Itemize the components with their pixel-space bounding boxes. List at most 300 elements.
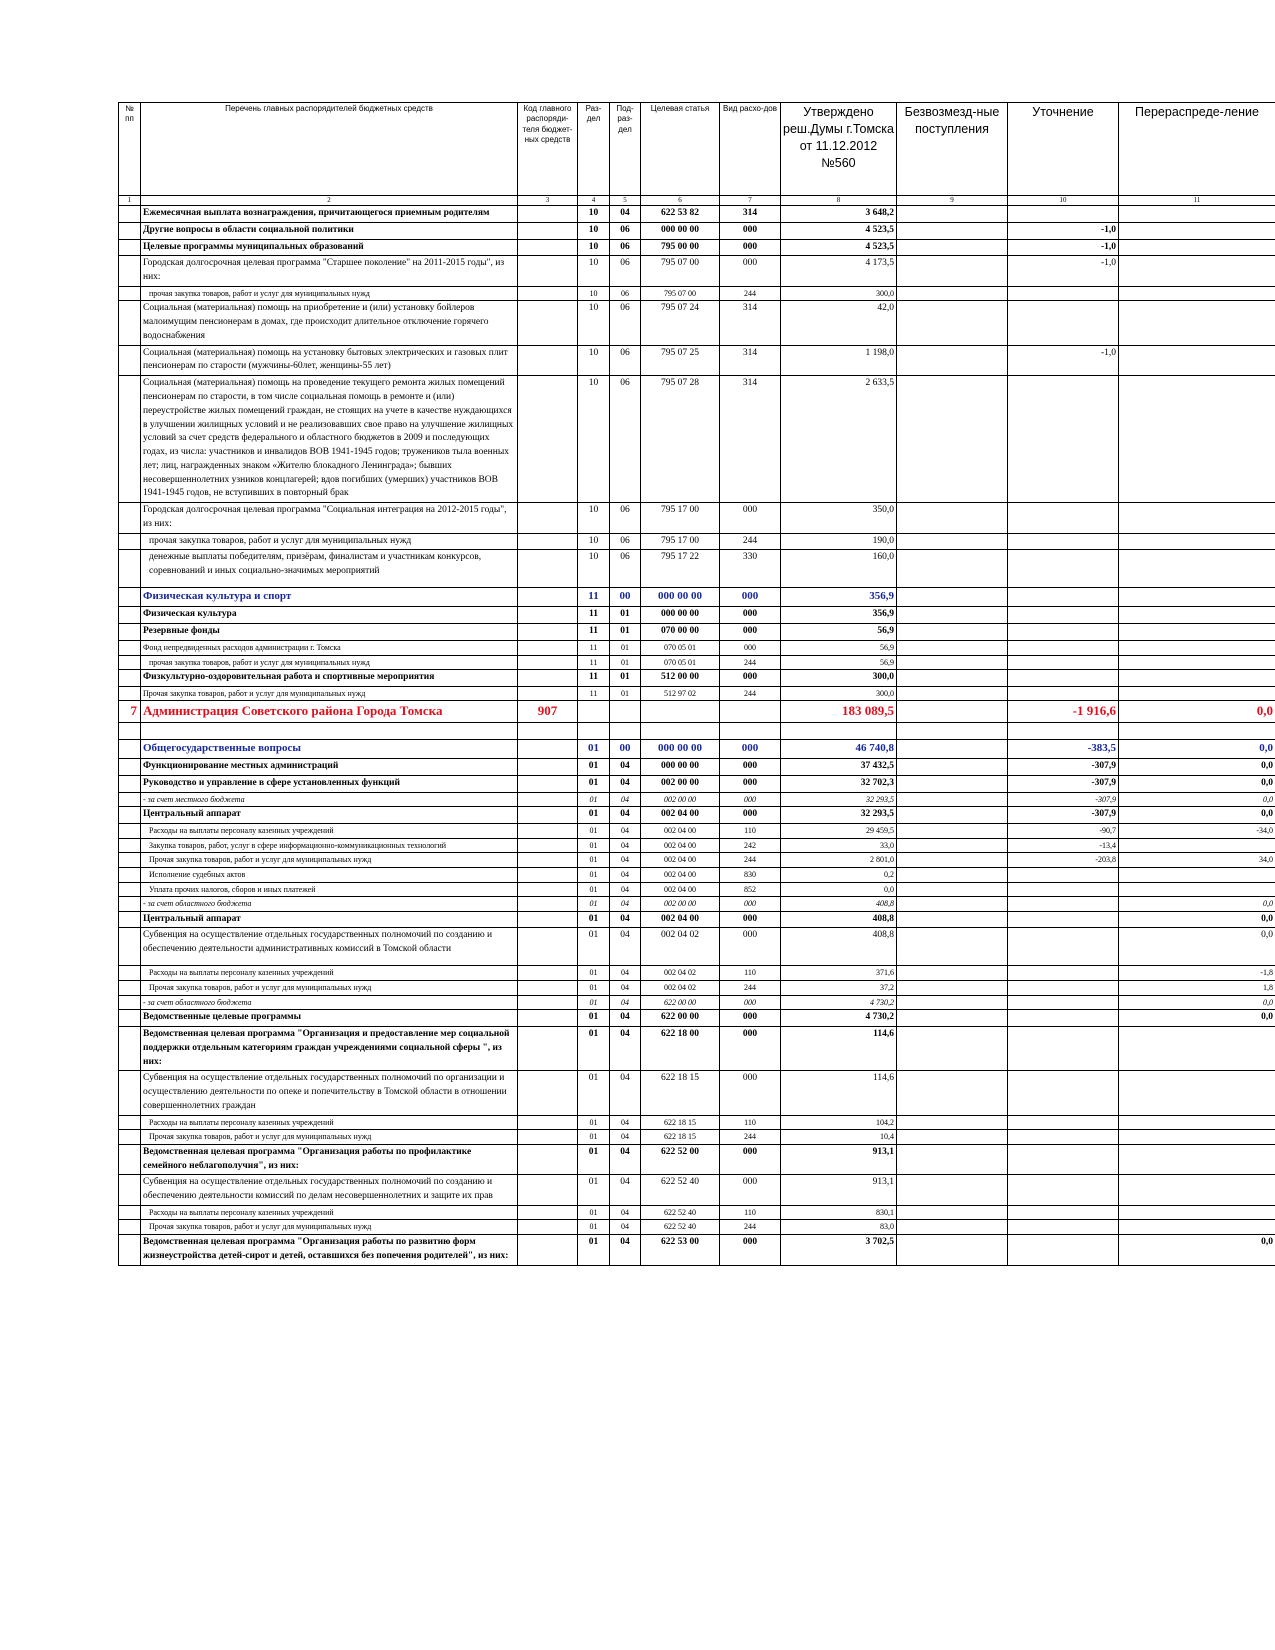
row-exptype: 000 [720,928,781,966]
row-number [119,776,141,793]
row-razdel: 10 [578,256,610,287]
row-podrazdel: 04 [610,759,641,776]
row-gratis [897,776,1008,793]
row-exptype: 244 [720,1130,781,1145]
row-redistrib [1119,655,1275,670]
row-name: Прочая закупка товаров, работ и услуг для муниципальных нужд [141,1130,518,1145]
row-number [119,345,141,376]
row-razdel: 11 [578,588,610,607]
row-podrazdel: 01 [610,686,641,701]
row-exptype: 000 [720,1027,781,1071]
row-number [119,1010,141,1027]
row-number [119,853,141,868]
row-approved: 56,9 [781,624,897,641]
row-redistrib [1119,1220,1275,1235]
row-clarify [1008,897,1119,912]
row-podrazdel [610,723,641,740]
row-code [518,376,578,503]
row-clarify: -1 916,6 [1008,701,1119,723]
row-gratis [897,503,1008,534]
row-target [641,701,720,723]
row-exptype: 000 [720,911,781,928]
row-gratis [897,624,1008,641]
row-razdel: 10 [578,345,610,376]
row-gratis [897,301,1008,345]
row-clarify: -1,0 [1008,256,1119,287]
col-number: 3 [518,196,578,206]
row-razdel: 01 [578,911,610,928]
row-podrazdel: 04 [610,1205,641,1220]
row-code [518,759,578,776]
header-approved: Утверждено реш.Думы г.Томска от 11.12.2012 №560 [781,103,897,196]
row-razdel: 01 [578,1115,610,1130]
row-exptype: 244 [720,533,781,550]
row-razdel: 01 [578,1010,610,1027]
row-clarify [1008,301,1119,345]
col-number: 7 [720,196,781,206]
budget-table-sheet [118,102,1275,1266]
row-redistrib: 0,0 [1119,911,1275,928]
row-podrazdel: 04 [610,1220,641,1235]
row-number [119,740,141,759]
header-podrazdel: Под-раз-дел [610,103,641,196]
row-podrazdel: 06 [610,550,641,588]
row-clarify: -307,9 [1008,776,1119,793]
row-exptype: 244 [720,655,781,670]
budget-table [118,102,1275,1266]
row-podrazdel: 04 [610,1071,641,1115]
row-redistrib [1119,206,1275,223]
row-number [119,1071,141,1115]
row-clarify [1008,723,1119,740]
row-podrazdel: 06 [610,376,641,503]
row-name: Городская долгосрочная целевая программа "Старшее поколение" на 2011-2015 годы", из них: [141,256,518,287]
row-razdel: 01 [578,897,610,912]
row-podrazdel: 06 [610,239,641,256]
row-code [518,256,578,287]
row-number [119,376,141,503]
row-exptype: 000 [720,995,781,1010]
row-razdel: 11 [578,624,610,641]
row-gratis [897,1027,1008,1071]
row-gratis [897,853,1008,868]
row-clarify: -90,7 [1008,824,1119,839]
row-number [119,1220,141,1235]
row-code [518,686,578,701]
row-exptype: 244 [720,981,781,996]
row-approved: 913,1 [781,1144,897,1175]
table-row [119,655,1275,670]
row-clarify [1008,911,1119,928]
row-clarify [1008,588,1119,607]
row-clarify [1008,1220,1119,1235]
row-clarify [1008,607,1119,624]
row-gratis [897,897,1008,912]
row-number [119,792,141,807]
row-clarify [1008,1010,1119,1027]
row-redistrib [1119,1205,1275,1220]
row-exptype: 000 [720,1144,781,1175]
row-gratis [897,981,1008,996]
row-razdel: 01 [578,1144,610,1175]
row-target: 622 53 00 [641,1235,720,1266]
row-exptype: 110 [720,1205,781,1220]
table-row [119,1144,1275,1175]
row-gratis [897,640,1008,655]
row-approved: 300,0 [781,686,897,701]
row-gratis [897,655,1008,670]
row-gratis [897,670,1008,687]
table-row [119,1220,1275,1235]
row-gratis [897,867,1008,882]
row-podrazdel: 04 [610,981,641,996]
row-target: 002 00 00 [641,897,720,912]
row-redistrib [1119,1115,1275,1130]
row-code [518,640,578,655]
row-podrazdel: 01 [610,607,641,624]
row-exptype: 110 [720,966,781,981]
row-gratis [897,533,1008,550]
row-podrazdel: 00 [610,588,641,607]
row-podrazdel: 06 [610,345,641,376]
row-clarify [1008,550,1119,588]
row-name: Ведомственная целевая программа "Организация и предоставление мер социальной поддержки отдельным категориям граждан учреждениями социальной сферы ", из них: [141,1027,518,1071]
row-approved: 3 702,5 [781,1235,897,1266]
header-code: Код главного распоряди-теля бюджет-ных средств [518,103,578,196]
row-name [141,723,518,740]
row-code [518,882,578,897]
row-number [119,897,141,912]
row-name: Фонд непредвиденных расходов администрации г. Томска [141,640,518,655]
row-code [518,1205,578,1220]
row-gratis [897,239,1008,256]
row-exptype: 000 [720,897,781,912]
row-razdel: 10 [578,206,610,223]
row-target: 000 00 00 [641,222,720,239]
row-number [119,1144,141,1175]
row-exptype: 000 [720,740,781,759]
row-code [518,670,578,687]
row-name: Расходы на выплаты персоналу казенных учреждений [141,824,518,839]
row-number [119,222,141,239]
row-name: Социальная (материальная) помощь на установку бытовых электрических и газовых плит пенсионерам по старости (мужчины-60лет, женщины-55 лет) [141,345,518,376]
row-clarify [1008,1235,1119,1266]
row-gratis [897,1010,1008,1027]
row-redistrib [1119,376,1275,503]
col-number: 8 [781,196,897,206]
row-podrazdel: 04 [610,1130,641,1145]
row-redistrib [1119,1130,1275,1145]
row-name: Физкультурно-оздоровительная работа и спортивные мероприятия [141,670,518,687]
row-exptype: 244 [720,853,781,868]
table-row [119,533,1275,550]
row-razdel: 11 [578,655,610,670]
row-target: 622 52 40 [641,1220,720,1235]
header-num: № пп [119,103,141,196]
row-redistrib: 0,0 [1119,1010,1275,1027]
row-number [119,995,141,1010]
row-redistrib: 0,0 [1119,776,1275,793]
row-podrazdel: 04 [610,1235,641,1266]
row-code [518,286,578,301]
row-podrazdel: 01 [610,640,641,655]
row-number [119,867,141,882]
row-podrazdel: 04 [610,882,641,897]
header-target: Целевая статья [641,103,720,196]
row-target: 002 04 00 [641,867,720,882]
row-number [119,301,141,345]
row-target: 070 05 01 [641,640,720,655]
row-gratis [897,345,1008,376]
row-code [518,776,578,793]
row-gratis [897,911,1008,928]
row-approved: 2 633,5 [781,376,897,503]
row-approved: 408,8 [781,928,897,966]
row-target: 795 17 00 [641,503,720,534]
row-name: Резервные фонды [141,624,518,641]
row-exptype: 314 [720,345,781,376]
row-podrazdel: 04 [610,928,641,966]
row-exptype: 110 [720,824,781,839]
row-exptype: 242 [720,838,781,853]
row-redistrib: 1,8 [1119,981,1275,996]
row-clarify [1008,503,1119,534]
row-redistrib [1119,345,1275,376]
row-name: Общегосударственные вопросы [141,740,518,759]
row-redistrib [1119,882,1275,897]
row-gratis [897,759,1008,776]
table-row [119,376,1275,503]
row-clarify [1008,1205,1119,1220]
row-razdel: 01 [578,995,610,1010]
row-approved: 10,4 [781,1130,897,1145]
row-name: Расходы на выплаты персоналу казенных учреждений [141,1115,518,1130]
row-razdel: 01 [578,1071,610,1115]
row-approved: 32 293,5 [781,792,897,807]
row-code [518,1220,578,1235]
row-podrazdel [610,701,641,723]
row-redistrib [1119,301,1275,345]
row-name: Городская долгосрочная целевая программа "Социальная интеграция на 2012-2015 годы", из них: [141,503,518,534]
row-name: Физическая культура и спорт [141,588,518,607]
row-name: прочая закупка товаров, работ и услуг для муниципальных нужд [141,533,518,550]
table-row [119,701,1275,723]
row-target: 002 04 02 [641,966,720,981]
row-name: Ежемесячная выплата вознаграждения, причитающегося приемным родителям [141,206,518,223]
row-redistrib [1119,503,1275,534]
row-name: Расходы на выплаты персоналу казенных учреждений [141,966,518,981]
row-target: 795 07 28 [641,376,720,503]
row-code [518,206,578,223]
row-code [518,807,578,824]
row-clarify [1008,1071,1119,1115]
row-podrazdel: 06 [610,533,641,550]
row-razdel: 01 [578,966,610,981]
row-approved: 83,0 [781,1220,897,1235]
row-name: Целевые программы муниципальных образований [141,239,518,256]
row-target: 622 18 15 [641,1071,720,1115]
row-gratis [897,607,1008,624]
row-clarify: -13,4 [1008,838,1119,853]
row-clarify [1008,882,1119,897]
col-number: 4 [578,196,610,206]
row-razdel: 10 [578,550,610,588]
row-gratis [897,1175,1008,1206]
row-target: 002 04 00 [641,911,720,928]
row-clarify [1008,1144,1119,1175]
row-target: 795 07 24 [641,301,720,345]
row-code [518,550,578,588]
row-approved: 46 740,8 [781,740,897,759]
row-number [119,759,141,776]
row-target: 795 07 00 [641,286,720,301]
row-code: 907 [518,701,578,723]
row-podrazdel: 04 [610,911,641,928]
row-clarify: -1,0 [1008,222,1119,239]
row-gratis [897,928,1008,966]
row-target: 622 00 00 [641,1010,720,1027]
row-gratis [897,792,1008,807]
row-target: 512 97 02 [641,686,720,701]
header-exptype: Вид расхо-дов [720,103,781,196]
row-code [518,897,578,912]
row-approved: 183 089,5 [781,701,897,723]
row-approved: 408,8 [781,911,897,928]
row-razdel: 01 [578,1220,610,1235]
table-row [119,867,1275,882]
row-code [518,533,578,550]
row-gratis [897,1220,1008,1235]
row-name: прочая закупка товаров, работ и услуг для муниципальных нужд [141,655,518,670]
row-gratis [897,206,1008,223]
row-code [518,301,578,345]
col-number: 11 [1119,196,1275,206]
row-redistrib [1119,624,1275,641]
row-number [119,928,141,966]
row-name: Центральный аппарат [141,807,518,824]
row-approved: 4 523,5 [781,222,897,239]
table-body [119,206,1275,1266]
row-redistrib [1119,533,1275,550]
row-name: Руководство и управление в сфере установленных функций [141,776,518,793]
row-podrazdel: 04 [610,897,641,912]
row-target: 000 00 00 [641,607,720,624]
row-exptype: 000 [720,640,781,655]
row-razdel: 10 [578,533,610,550]
row-target: 795 07 25 [641,345,720,376]
row-razdel: 10 [578,222,610,239]
row-approved: 190,0 [781,533,897,550]
row-redistrib [1119,256,1275,287]
row-gratis [897,686,1008,701]
row-target: 795 07 00 [641,256,720,287]
row-code [518,867,578,882]
table-row [119,1175,1275,1206]
table-row [119,670,1275,687]
col-number: 9 [897,196,1008,206]
row-razdel: 01 [578,838,610,853]
table-row [119,624,1275,641]
row-number: 7 [119,701,141,723]
table-row [119,607,1275,624]
row-razdel: 01 [578,981,610,996]
row-target: 000 00 00 [641,740,720,759]
header-name: Перечень главных распорядителей бюджетных средств [141,103,518,196]
table-row [119,256,1275,287]
row-podrazdel: 04 [610,995,641,1010]
row-gratis [897,1205,1008,1220]
row-name: Закупка товаров, работ, услуг в сфере информационно-коммуникационных технологий [141,838,518,853]
table-row [119,1235,1275,1266]
row-podrazdel: 04 [610,867,641,882]
row-podrazdel: 00 [610,740,641,759]
row-approved: 300,0 [781,286,897,301]
row-number [119,607,141,624]
row-redistrib: 34,0 [1119,853,1275,868]
row-target: 622 18 15 [641,1130,720,1145]
row-razdel: 01 [578,759,610,776]
row-number [119,686,141,701]
row-razdel: 01 [578,807,610,824]
row-exptype: 110 [720,1115,781,1130]
row-podrazdel: 06 [610,222,641,239]
row-number [119,838,141,853]
row-code [518,607,578,624]
row-approved: 1 198,0 [781,345,897,376]
row-podrazdel: 06 [610,503,641,534]
row-redistrib: 0,0 [1119,995,1275,1010]
row-target: 002 04 02 [641,981,720,996]
row-gratis [897,222,1008,239]
row-gratis [897,723,1008,740]
row-gratis [897,882,1008,897]
row-code [518,966,578,981]
row-number [119,533,141,550]
row-approved: 29 459,5 [781,824,897,839]
row-exptype: 000 [720,807,781,824]
row-redistrib [1119,670,1275,687]
row-gratis [897,1115,1008,1130]
table-row [119,222,1275,239]
row-razdel: 10 [578,286,610,301]
row-target: 002 04 00 [641,882,720,897]
table-row [119,686,1275,701]
row-number [119,723,141,740]
row-number [119,1175,141,1206]
row-clarify [1008,928,1119,966]
row-razdel: 11 [578,640,610,655]
row-number [119,911,141,928]
row-approved: 2 801,0 [781,853,897,868]
row-approved: 37 432,5 [781,759,897,776]
row-razdel: 01 [578,1205,610,1220]
row-exptype [720,701,781,723]
row-razdel [578,701,610,723]
row-exptype: 000 [720,1010,781,1027]
table-row [119,995,1275,1010]
row-redistrib [1119,1071,1275,1115]
col-number: 5 [610,196,641,206]
row-approved: 4 730,2 [781,1010,897,1027]
row-exptype: 000 [720,792,781,807]
table-row [119,824,1275,839]
row-name: прочая закупка товаров, работ и услуг для муниципальных нужд [141,286,518,301]
row-target: 002 04 00 [641,824,720,839]
row-exptype: 000 [720,1235,781,1266]
row-code [518,345,578,376]
row-razdel: 10 [578,503,610,534]
header-redistrib: Перераспреде-ление [1119,103,1275,196]
